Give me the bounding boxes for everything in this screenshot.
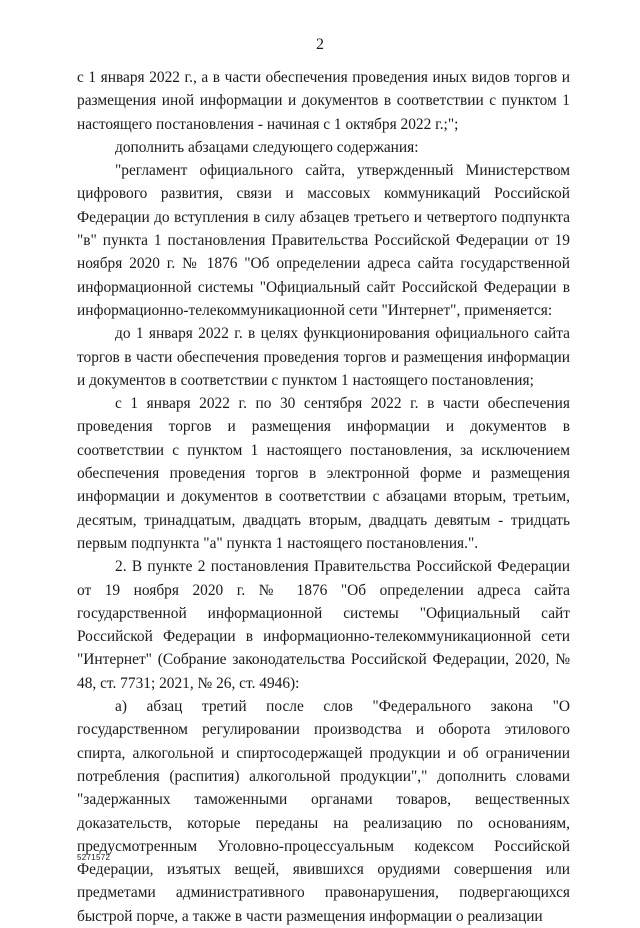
paragraph-2: дополнить абзацами следующего содержания: [115, 138, 419, 156]
paragraph-7: а) абзац третий после слов "Федерального закона "О государственном регулировании производства и оборота этилового спирта, алкогольной и спиртосодержащей продукции и об ограничении потребления (распития) алкогольной продукции"," дополнить словами "задержанных таможенными органами товаров, вещественных доказательств, которые переданы на реализацию по основаниям, предусмотренным Уголовно-процессуальным кодексом Российской Федерации, изъятых вещей, явившихся орудиями совершения или предметами административного правонарушения, подвергающихся быстрой порче, а также в части размещения информации о реализации [77, 698, 570, 925]
paragraph-4: до 1 января 2022 г. в целях функционирования официального сайта торгов в части обеспечения проведения торгов и размещения информации и документов в соответствии с пунктом 1 настоящего постановления; [77, 325, 570, 389]
paragraph-5: с 1 января 2022 г. по 30 сентября 2022 г. в части обеспечения проведения торгов и размещения информации и документов в соответствии с пунктом 1 настоящего постановления, за исключением обеспечения проведения торгов в электронной форме и размещения информации и документов в соответствии с абзацами вторым, третьим, десятым, тринадцатым, двадцать вторым, двадцать девятым - тридцать первым подпункта "а" пункта 1 настоящего постановления.". [77, 395, 570, 552]
paragraph-6: 2. В пункте 2 постановления Правительства Российской Федерации от 19 ноября 2020 г. № 1876 "Об определении адреса сайта государственной информационной системы "Официальный сайт Российской Федерации в информационно-телекоммуникационной сети "Интернет" (Собрание законодательства Российской Федерации, 2020, № 48, ст. 7731; 2021, № 26, ст. 4946): [77, 558, 570, 692]
document-body [77, 66, 570, 928]
page-number: 2 [316, 36, 324, 53]
paragraph-3: "регламент официального сайта, утвержденный Министерством цифрового развития, связи и массовых коммуникаций Российской Федерации до вступления в силу абзацев третьего и четвертого подпункта "в" пункта 1 постановления Правительства Российской Федерации от 19 ноября 2020 г. № 1876 "Об определении адреса сайта государственной информационной системы "Официальный сайт Российской Федерации в информационно-телекоммуникационной сети "Интернет", применяется: [77, 162, 570, 319]
paragraph-1: с 1 января 2022 г., а в части обеспечения проведения иных видов торгов и размещения иной информации и документов в соответствии с пунктом 1 настоящего постановления - начиная с 1 октября 2022 г.;"; [77, 69, 570, 133]
document-code: 5271572 [77, 853, 111, 862]
